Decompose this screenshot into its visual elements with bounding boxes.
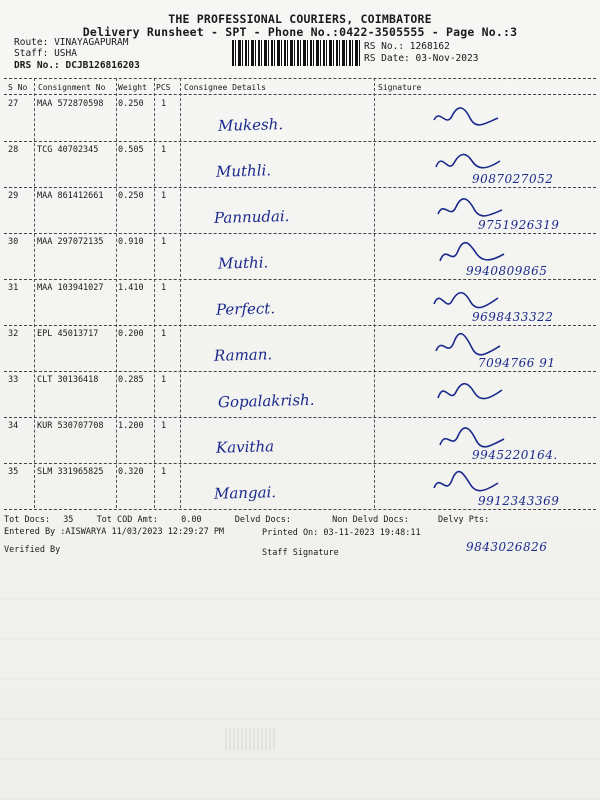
row-consignment-no: MAA 297072135: [37, 237, 104, 247]
col-header-consignee: Consignee Details: [184, 83, 266, 92]
consignee-name-handwritten: Muthli.: [215, 161, 272, 181]
row-weight: 0.505: [118, 145, 144, 155]
row-pcs: 1: [161, 467, 167, 477]
bleed-through-area: [0, 560, 600, 800]
row-pcs: 1: [161, 237, 167, 247]
row-sno: 34: [8, 421, 19, 431]
delvy-pts-label: Delvy Pts:: [438, 515, 490, 525]
table-row: [4, 96, 596, 142]
consignee-name-handwritten: Mukesh.: [217, 115, 284, 135]
row-sno: 27: [8, 99, 19, 109]
drs-line: [14, 60, 140, 71]
row-pcs: 1: [161, 145, 167, 155]
row-sno: 28: [8, 145, 19, 155]
drs-value: DCJB126816203: [65, 60, 140, 71]
row-sno: 35: [8, 467, 19, 477]
staff-signature-label: Staff Signature: [262, 548, 339, 558]
tot-cod-value: 0.00: [181, 515, 202, 525]
staff-line: [14, 48, 77, 59]
printed-on: Printed On: 03-11-2023 19:48:11: [262, 528, 421, 538]
route-value: VINAYAGAPURAM: [54, 37, 129, 48]
row-sno: 32: [8, 329, 19, 339]
faint-stamp-mark: [225, 728, 275, 750]
delvd-docs-label: Delvd Docs:: [234, 515, 292, 525]
row-sno: 33: [8, 375, 19, 385]
handwritten-phone-number: 9087027052: [472, 172, 554, 186]
row-consignment-no: MAA 103941027: [37, 283, 104, 293]
consignee-name-handwritten: Pannudai.: [213, 207, 290, 227]
consignee-name-handwritten: Mangai.: [213, 483, 277, 503]
staff-label: Staff:: [14, 48, 49, 59]
row-weight: 0.320: [118, 467, 144, 477]
tot-docs-value: 35: [63, 515, 74, 525]
tot-cod-label: Tot COD Amt:: [96, 515, 158, 525]
table-row: [4, 372, 596, 418]
row-consignment-no: CLT 30136418: [37, 375, 99, 385]
row-consignment-no: TCG 40702345: [37, 145, 99, 155]
row-weight: 1.200: [118, 421, 144, 431]
handwritten-phone-number: 9945220164.: [472, 448, 558, 462]
staff-value: USHA: [54, 48, 77, 59]
row-consignment-no: MAA 861412661: [37, 191, 104, 201]
runsheet-subtitle: Delivery Runsheet - SPT - Phone No.:0422-3505555 - Page No.:3: [82, 25, 518, 39]
route-line: [14, 37, 128, 48]
row-sno: 31: [8, 283, 19, 293]
row-consignment-no: SLM 331965825: [37, 467, 104, 477]
recipient-signature: [432, 102, 502, 132]
rs-no-value: 1268162: [409, 41, 450, 52]
handwritten-phone-number: 9843026826: [466, 540, 548, 554]
tot-docs-label: Tot Docs:: [4, 515, 51, 525]
barcode-image: [232, 40, 360, 66]
totals-line: [4, 515, 489, 525]
col-header-sno: S No: [8, 83, 28, 92]
route-label: Route:: [14, 37, 49, 48]
drs-label: DRS No.:: [14, 60, 60, 71]
row-weight: 0.910: [118, 237, 144, 247]
consignee-name-handwritten: Gopalakrish.: [217, 390, 315, 412]
row-weight: 1.410: [118, 283, 144, 293]
rs-date-line: [364, 53, 478, 64]
verified-by-label: Verified By: [4, 545, 61, 555]
row-sno: 29: [8, 191, 19, 201]
rs-no-label: RS No.:: [364, 41, 405, 52]
row-pcs: 1: [161, 421, 167, 431]
rs-date-value: 03-Nov-2023: [415, 53, 479, 64]
company-title: THE PROFESSIONAL COURIERS, COIMBATORE: [168, 12, 432, 26]
handwritten-phone-number: 7094766 91: [478, 356, 556, 370]
consignee-name-handwritten: Raman.: [213, 345, 273, 365]
handwritten-phone-number: 9698433322: [472, 310, 554, 324]
col-header-weight: Weight: [118, 83, 147, 92]
non-delvd-docs-label: Non Delvd Docs:: [332, 515, 409, 525]
row-pcs: 1: [161, 283, 167, 293]
row-sno: 30: [8, 237, 19, 247]
col-header-pcs: PCS: [156, 83, 171, 92]
row-consignment-no: EPL 45013717: [37, 329, 99, 339]
consignee-name-handwritten: Kavitha: [215, 437, 275, 457]
rs-no-line: [364, 41, 450, 52]
consignee-name-handwritten: Perfect.: [215, 299, 276, 319]
handwritten-phone-number: 9940809865: [466, 264, 548, 278]
handwritten-phone-number: 9751926319: [478, 218, 560, 232]
row-pcs: 1: [161, 99, 167, 109]
col-header-signature: Signature: [378, 83, 422, 92]
row-weight: 0.250: [118, 191, 144, 201]
entered-by: Entered By :AISWARYA 11/03/2023 12:29:27 PM: [4, 527, 225, 537]
row-weight: 0.200: [118, 329, 144, 339]
row-pcs: 1: [161, 375, 167, 385]
handwritten-phone-number: 9912343369: [478, 494, 560, 508]
consignee-name-handwritten: Muthi.: [217, 253, 269, 273]
row-weight: 0.285: [118, 375, 144, 385]
row-pcs: 1: [161, 191, 167, 201]
rs-date-label: RS Date:: [364, 53, 410, 64]
row-consignment-no: MAA 572870598: [37, 99, 104, 109]
col-header-consignment: Consignment No: [38, 83, 106, 92]
row-pcs: 1: [161, 329, 167, 339]
row-consignment-no: KUR 530707708: [37, 421, 104, 431]
row-weight: 0.250: [118, 99, 144, 109]
recipient-signature: [436, 378, 506, 408]
